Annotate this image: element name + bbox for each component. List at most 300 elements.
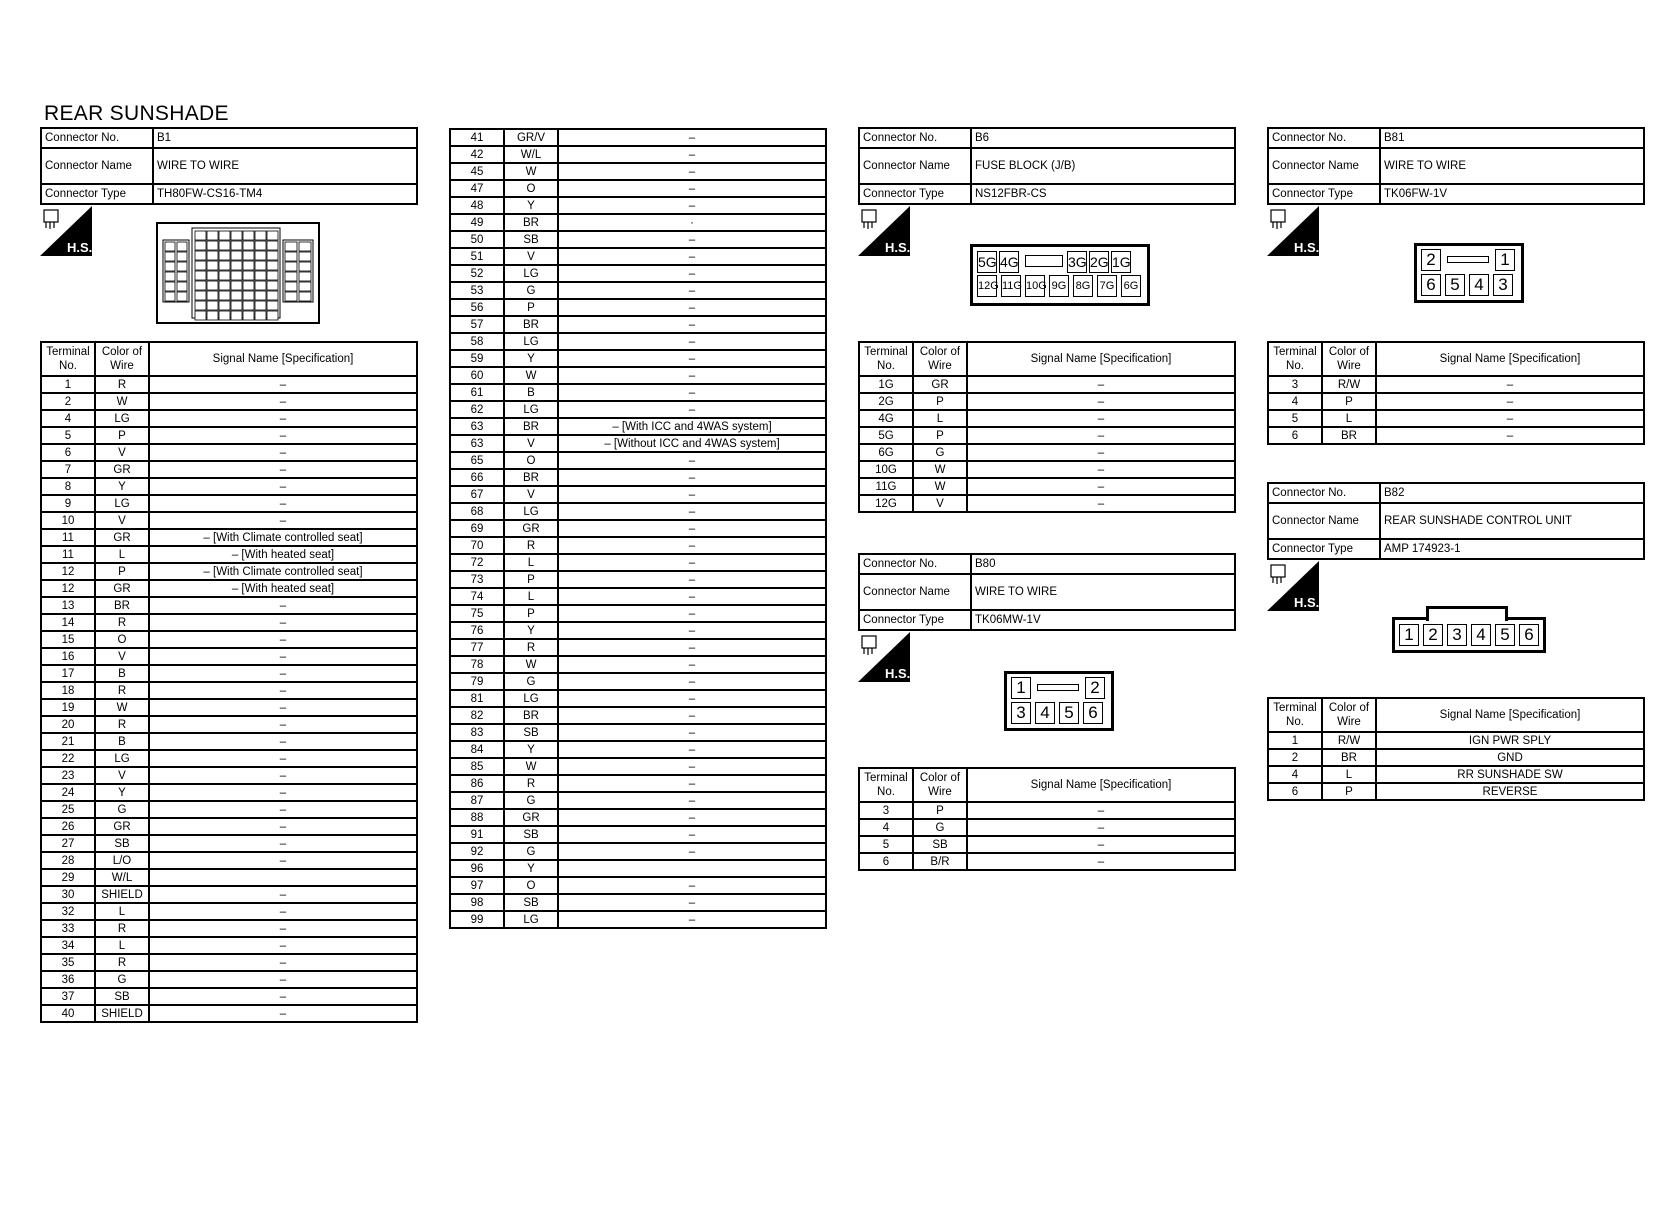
connector-pin <box>165 242 175 251</box>
cell-color: W/L <box>95 869 149 886</box>
harness-side-icon <box>858 632 910 682</box>
connector-pin <box>177 252 187 261</box>
connector-pin <box>207 271 218 280</box>
cell-terminal: 12 <box>41 580 95 597</box>
cell-color: L <box>913 410 967 427</box>
harness-side-icon <box>1267 206 1319 256</box>
svg-text:H.S.: H.S. <box>885 240 910 255</box>
cell-signal: – <box>149 682 417 699</box>
connector-pin <box>255 231 266 240</box>
cell-signal: – <box>558 707 826 724</box>
cell-color: G <box>95 801 149 818</box>
connector-pin <box>255 301 266 310</box>
connector-pin <box>219 271 230 280</box>
cell-signal: – <box>558 741 826 758</box>
cell-terminal: 28 <box>41 852 95 869</box>
cell-signal: – <box>967 802 1235 819</box>
cell-signal: – <box>558 384 826 401</box>
cell-signal: – <box>1376 427 1644 444</box>
cell-color: R <box>504 639 558 656</box>
connector-pin <box>177 292 187 301</box>
connector-pin <box>177 272 187 281</box>
cell-color: GR <box>504 809 558 826</box>
cell-signal: – <box>558 656 826 673</box>
cell-color: BR <box>1322 749 1376 766</box>
cell-terminal: 11 <box>41 529 95 546</box>
cell-color: W <box>95 699 149 716</box>
cell-terminal: 35 <box>41 954 95 971</box>
cell-signal: – <box>149 597 417 614</box>
connector-pin <box>255 261 266 270</box>
cell-terminal: 21 <box>41 733 95 750</box>
cell-terminal: 12G <box>859 495 913 512</box>
cell-signal: – <box>149 699 417 716</box>
cell-color: SB <box>95 835 149 852</box>
connector-pin <box>195 261 206 270</box>
connector-pin <box>285 272 297 281</box>
cell-terminal: 26 <box>41 818 95 835</box>
cell-color: R <box>504 537 558 554</box>
cell-color: W <box>504 758 558 775</box>
connector-pin <box>243 231 254 240</box>
table-row <box>450 265 826 282</box>
connector-pin <box>243 241 254 250</box>
table-row <box>450 656 826 673</box>
table-row <box>450 197 826 214</box>
label-connector-name: Connector Name <box>41 148 153 184</box>
cell-terminal: 41 <box>450 129 504 146</box>
connector-pin: 11G <box>1001 275 1021 297</box>
cell-signal: · <box>558 214 826 231</box>
table-row <box>450 163 826 180</box>
cell-color: LG <box>504 401 558 418</box>
cell-signal: – <box>149 376 417 393</box>
table-row <box>450 724 826 741</box>
cell-terminal: 70 <box>450 537 504 554</box>
cell-terminal: 63 <box>450 418 504 435</box>
connector-pin: 3 <box>1447 624 1467 646</box>
table-row <box>41 648 417 665</box>
table-row <box>859 393 1235 410</box>
table-row <box>450 180 826 197</box>
connector-pin <box>231 271 242 280</box>
table-row <box>450 741 826 758</box>
cell-color: W/L <box>504 146 558 163</box>
connector-pin <box>195 231 206 240</box>
cell-color: G <box>504 792 558 809</box>
cell-signal: – <box>558 231 826 248</box>
connector-pin: 1G <box>1111 251 1131 273</box>
cell-terminal: 99 <box>450 911 504 928</box>
connector-pin <box>299 252 311 261</box>
connector-name: REAR SUNSHADE CONTROL UNIT <box>1380 503 1644 539</box>
cell-terminal: 4G <box>859 410 913 427</box>
connector-no: B81 <box>1380 128 1644 148</box>
connector-pin: 6 <box>1519 624 1539 646</box>
label-connector-type: Connector Type <box>859 184 971 204</box>
connector-pin <box>231 261 242 270</box>
cell-terminal: 50 <box>450 231 504 248</box>
table-row <box>41 427 417 444</box>
table-row <box>41 818 417 835</box>
cell-color: Y <box>95 784 149 801</box>
cell-signal: – <box>558 197 826 214</box>
connector-pin <box>267 271 278 280</box>
label-connector-name: Connector Name <box>859 574 971 610</box>
cell-color: G <box>95 971 149 988</box>
cell-signal: REVERSE <box>1376 783 1644 800</box>
table-row <box>41 767 417 784</box>
cell-signal: – <box>149 716 417 733</box>
cell-signal: – [With heated seat] <box>149 546 417 563</box>
cell-color: L <box>1322 766 1376 783</box>
cell-color: Y <box>504 197 558 214</box>
cell-terminal: 57 <box>450 316 504 333</box>
label-connector-type: Connector Type <box>859 610 971 630</box>
cell-signal: – <box>558 282 826 299</box>
cell-color: P <box>504 605 558 622</box>
label-connector-no: Connector No. <box>859 128 971 148</box>
cell-terminal: 91 <box>450 826 504 843</box>
cell-signal: – <box>967 495 1235 512</box>
cell-signal: – <box>149 1005 417 1022</box>
connector-pin <box>195 291 206 300</box>
connector-pin <box>231 311 242 320</box>
table-row <box>450 316 826 333</box>
connector-pin: 9G <box>1049 275 1069 297</box>
cell-color: R <box>95 682 149 699</box>
table-row <box>450 146 826 163</box>
cell-terminal: 7 <box>41 461 95 478</box>
label-connector-no: Connector No. <box>1268 483 1380 503</box>
cell-signal: – <box>558 588 826 605</box>
connector-pin <box>267 301 278 310</box>
table-row <box>450 588 826 605</box>
cell-signal: – <box>967 410 1235 427</box>
cell-terminal: 48 <box>450 197 504 214</box>
cell-signal: – <box>558 826 826 843</box>
connector-pin: 6 <box>1083 702 1103 724</box>
cell-terminal: 98 <box>450 894 504 911</box>
cell-terminal: 10 <box>41 512 95 529</box>
connector-pin <box>299 292 311 301</box>
connector-pin <box>243 301 254 310</box>
cell-signal: – <box>149 478 417 495</box>
cell-terminal: 59 <box>450 350 504 367</box>
cell-color: LG <box>95 750 149 767</box>
b82-terminal-table <box>1267 697 1645 801</box>
connector-pin: 5G <box>977 251 997 273</box>
cell-terminal: 23 <box>41 767 95 784</box>
col-color: Color of Wire <box>95 342 149 376</box>
cell-color: Y <box>504 860 558 877</box>
connector-pin <box>165 252 175 261</box>
cell-color: SHIELD <box>95 886 149 903</box>
cell-terminal: 9 <box>41 495 95 512</box>
connector-pin: 1 <box>1495 249 1515 271</box>
table-row <box>859 410 1235 427</box>
cell-color: V <box>504 248 558 265</box>
cell-terminal: 4 <box>859 819 913 836</box>
cell-terminal: 18 <box>41 682 95 699</box>
connector-pin <box>207 261 218 270</box>
table-row <box>41 835 417 852</box>
cell-color: Y <box>504 741 558 758</box>
cell-signal: – <box>149 818 417 835</box>
cell-terminal: 81 <box>450 690 504 707</box>
table-row <box>41 886 417 903</box>
cell-signal: – <box>558 843 826 860</box>
cell-terminal: 22 <box>41 750 95 767</box>
cell-color: G <box>913 444 967 461</box>
connector-pin: 5 <box>1495 624 1515 646</box>
cell-signal: – <box>149 750 417 767</box>
table-row <box>41 444 417 461</box>
cell-color: P <box>913 802 967 819</box>
table-row <box>41 597 417 614</box>
cell-color: L <box>1322 410 1376 427</box>
cell-signal: – [With Climate controlled seat] <box>149 563 417 580</box>
table-row <box>450 282 826 299</box>
cell-signal: – <box>967 819 1235 836</box>
cell-terminal: 56 <box>450 299 504 316</box>
connector-pin <box>165 262 175 271</box>
cell-signal: – <box>558 894 826 911</box>
cell-color: LG <box>504 503 558 520</box>
cell-color: W <box>913 478 967 495</box>
cell-color: SB <box>95 988 149 1005</box>
cell-signal: – <box>558 724 826 741</box>
connector-pin: 4 <box>1469 274 1489 296</box>
table-row <box>1268 783 1644 800</box>
cell-terminal: 65 <box>450 452 504 469</box>
table-row <box>1268 427 1644 444</box>
cell-terminal: 74 <box>450 588 504 605</box>
cell-terminal: 85 <box>450 758 504 775</box>
cell-signal: – <box>558 571 826 588</box>
cell-signal: – <box>558 554 826 571</box>
table-row <box>450 333 826 350</box>
harness-side-icon <box>858 206 910 256</box>
harness-side-icon <box>1267 561 1319 611</box>
connector-b82-info <box>1267 482 1645 560</box>
cell-color: SHIELD <box>95 1005 149 1022</box>
cell-signal: – <box>558 605 826 622</box>
col-terminal: Terminal No. <box>1268 698 1322 732</box>
cell-signal: – <box>149 614 417 631</box>
cell-terminal: 45 <box>450 163 504 180</box>
cell-color: GR <box>95 461 149 478</box>
connector-pin <box>219 281 230 290</box>
harness-side-icon <box>40 206 92 256</box>
cell-terminal: 34 <box>41 937 95 954</box>
col-signal: Signal Name [Specification] <box>967 768 1235 802</box>
connector-no: B80 <box>971 554 1235 574</box>
connector-pin <box>195 251 206 260</box>
table-row <box>450 911 826 928</box>
connector-pin <box>219 241 230 250</box>
cell-terminal: 47 <box>450 180 504 197</box>
cell-signal: – <box>558 690 826 707</box>
cell-terminal: 24 <box>41 784 95 801</box>
cell-signal: – <box>149 733 417 750</box>
cell-signal: – <box>558 129 826 146</box>
cell-terminal: 86 <box>450 775 504 792</box>
table-row <box>41 614 417 631</box>
cell-color: O <box>504 180 558 197</box>
cell-color: B <box>95 733 149 750</box>
table-row <box>41 512 417 529</box>
table-row <box>41 920 417 937</box>
table-row <box>450 758 826 775</box>
connector-pin <box>195 241 206 250</box>
connector-type: TK06FW-1V <box>1380 184 1644 204</box>
connector-pin <box>219 311 230 320</box>
cell-signal: – <box>967 478 1235 495</box>
connector-pin: 6 <box>1421 274 1441 296</box>
connector-name: WIRE TO WIRE <box>971 574 1235 610</box>
connector-pin <box>219 261 230 270</box>
table-row <box>859 461 1235 478</box>
connector-b6-info <box>858 127 1236 205</box>
cell-signal: – <box>967 461 1235 478</box>
cell-signal: – <box>558 180 826 197</box>
cell-terminal: 6 <box>1268 783 1322 800</box>
cell-terminal: 13 <box>41 597 95 614</box>
col-terminal: Terminal No. <box>859 342 913 376</box>
cell-signal: – <box>149 801 417 818</box>
cell-terminal: 58 <box>450 333 504 350</box>
table-row <box>450 860 826 877</box>
cell-terminal: 29 <box>41 869 95 886</box>
cell-color: BR <box>504 316 558 333</box>
connector-pin: 3G <box>1067 251 1087 273</box>
cell-color: R <box>95 954 149 971</box>
connector-name: WIRE TO WIRE <box>1380 148 1644 184</box>
cell-signal: – <box>149 427 417 444</box>
table-row <box>41 376 417 393</box>
table-row <box>41 563 417 580</box>
table-row <box>1268 393 1644 410</box>
cell-terminal: 52 <box>450 265 504 282</box>
page-title: REAR SUNSHADE <box>44 102 229 125</box>
b82-connector-face <box>1392 617 1546 653</box>
cell-terminal: 5 <box>41 427 95 444</box>
cell-signal: – <box>967 393 1235 410</box>
table-row <box>41 733 417 750</box>
cell-signal: – <box>149 886 417 903</box>
col-signal: Signal Name [Specification] <box>967 342 1235 376</box>
col-signal: Signal Name [Specification] <box>1376 342 1644 376</box>
label-connector-no: Connector No. <box>859 554 971 574</box>
table-row <box>41 393 417 410</box>
connector-name: WIRE TO WIRE <box>153 148 417 184</box>
cell-terminal: 82 <box>450 707 504 724</box>
table-row <box>450 520 826 537</box>
cell-terminal: 4 <box>41 410 95 427</box>
connector-pin <box>195 281 206 290</box>
connector-pin <box>299 272 311 281</box>
cell-terminal: 2 <box>41 393 95 410</box>
cell-signal: – <box>558 503 826 520</box>
b81-connector-face <box>1414 243 1524 303</box>
table-row <box>859 444 1235 461</box>
col-terminal: Terminal No. <box>41 342 95 376</box>
cell-terminal: 69 <box>450 520 504 537</box>
cell-color: V <box>913 495 967 512</box>
table-row <box>450 537 826 554</box>
cell-terminal: 77 <box>450 639 504 656</box>
cell-terminal: 49 <box>450 214 504 231</box>
svg-text:H.S.: H.S. <box>1294 595 1319 610</box>
cell-signal: – <box>558 299 826 316</box>
hs-label: H.S. <box>67 240 92 255</box>
cell-color: W <box>504 367 558 384</box>
table-row <box>41 971 417 988</box>
cell-signal <box>558 860 826 877</box>
connector-pin <box>207 251 218 260</box>
cell-terminal: 42 <box>450 146 504 163</box>
table-row <box>450 792 826 809</box>
cell-terminal: 10G <box>859 461 913 478</box>
table-row <box>450 231 826 248</box>
cell-color: GR <box>95 529 149 546</box>
cell-signal <box>149 869 417 886</box>
cell-signal: – <box>149 631 417 648</box>
table-row <box>41 954 417 971</box>
connector-pin <box>267 231 278 240</box>
cell-terminal: 6 <box>41 444 95 461</box>
connector-pin <box>243 261 254 270</box>
table-row <box>859 836 1235 853</box>
connector-pin <box>243 281 254 290</box>
cell-color: P <box>95 427 149 444</box>
table-row <box>41 750 417 767</box>
cell-terminal: 1 <box>41 376 95 393</box>
cell-signal: – <box>558 316 826 333</box>
connector-pin <box>267 311 278 320</box>
connector-pin: 5 <box>1059 702 1079 724</box>
table-row <box>41 852 417 869</box>
cell-signal: – <box>1376 376 1644 393</box>
cell-signal: – <box>967 853 1235 870</box>
cell-terminal: 51 <box>450 248 504 265</box>
connector-pin <box>207 241 218 250</box>
b1-terminal-table <box>40 341 418 1023</box>
connector-type: TH80FW-CS16-TM4 <box>153 184 417 204</box>
cell-signal: – <box>1376 393 1644 410</box>
cell-color: L <box>95 903 149 920</box>
cell-color: V <box>95 767 149 784</box>
table-row <box>41 784 417 801</box>
table-row <box>41 801 417 818</box>
cell-terminal: 62 <box>450 401 504 418</box>
cell-terminal: 5G <box>859 427 913 444</box>
cell-color: BR <box>1322 427 1376 444</box>
cell-color: SB <box>504 826 558 843</box>
cell-terminal: 84 <box>450 741 504 758</box>
table-row <box>450 401 826 418</box>
label-connector-type: Connector Type <box>1268 184 1380 204</box>
cell-signal: – <box>149 988 417 1005</box>
cell-color: BR <box>504 469 558 486</box>
cell-color: B/R <box>913 853 967 870</box>
connector-pin <box>285 262 297 271</box>
cell-signal: GND <box>1376 749 1644 766</box>
connector-pin <box>267 291 278 300</box>
label-connector-name: Connector Name <box>1268 503 1380 539</box>
cell-color: B <box>504 384 558 401</box>
